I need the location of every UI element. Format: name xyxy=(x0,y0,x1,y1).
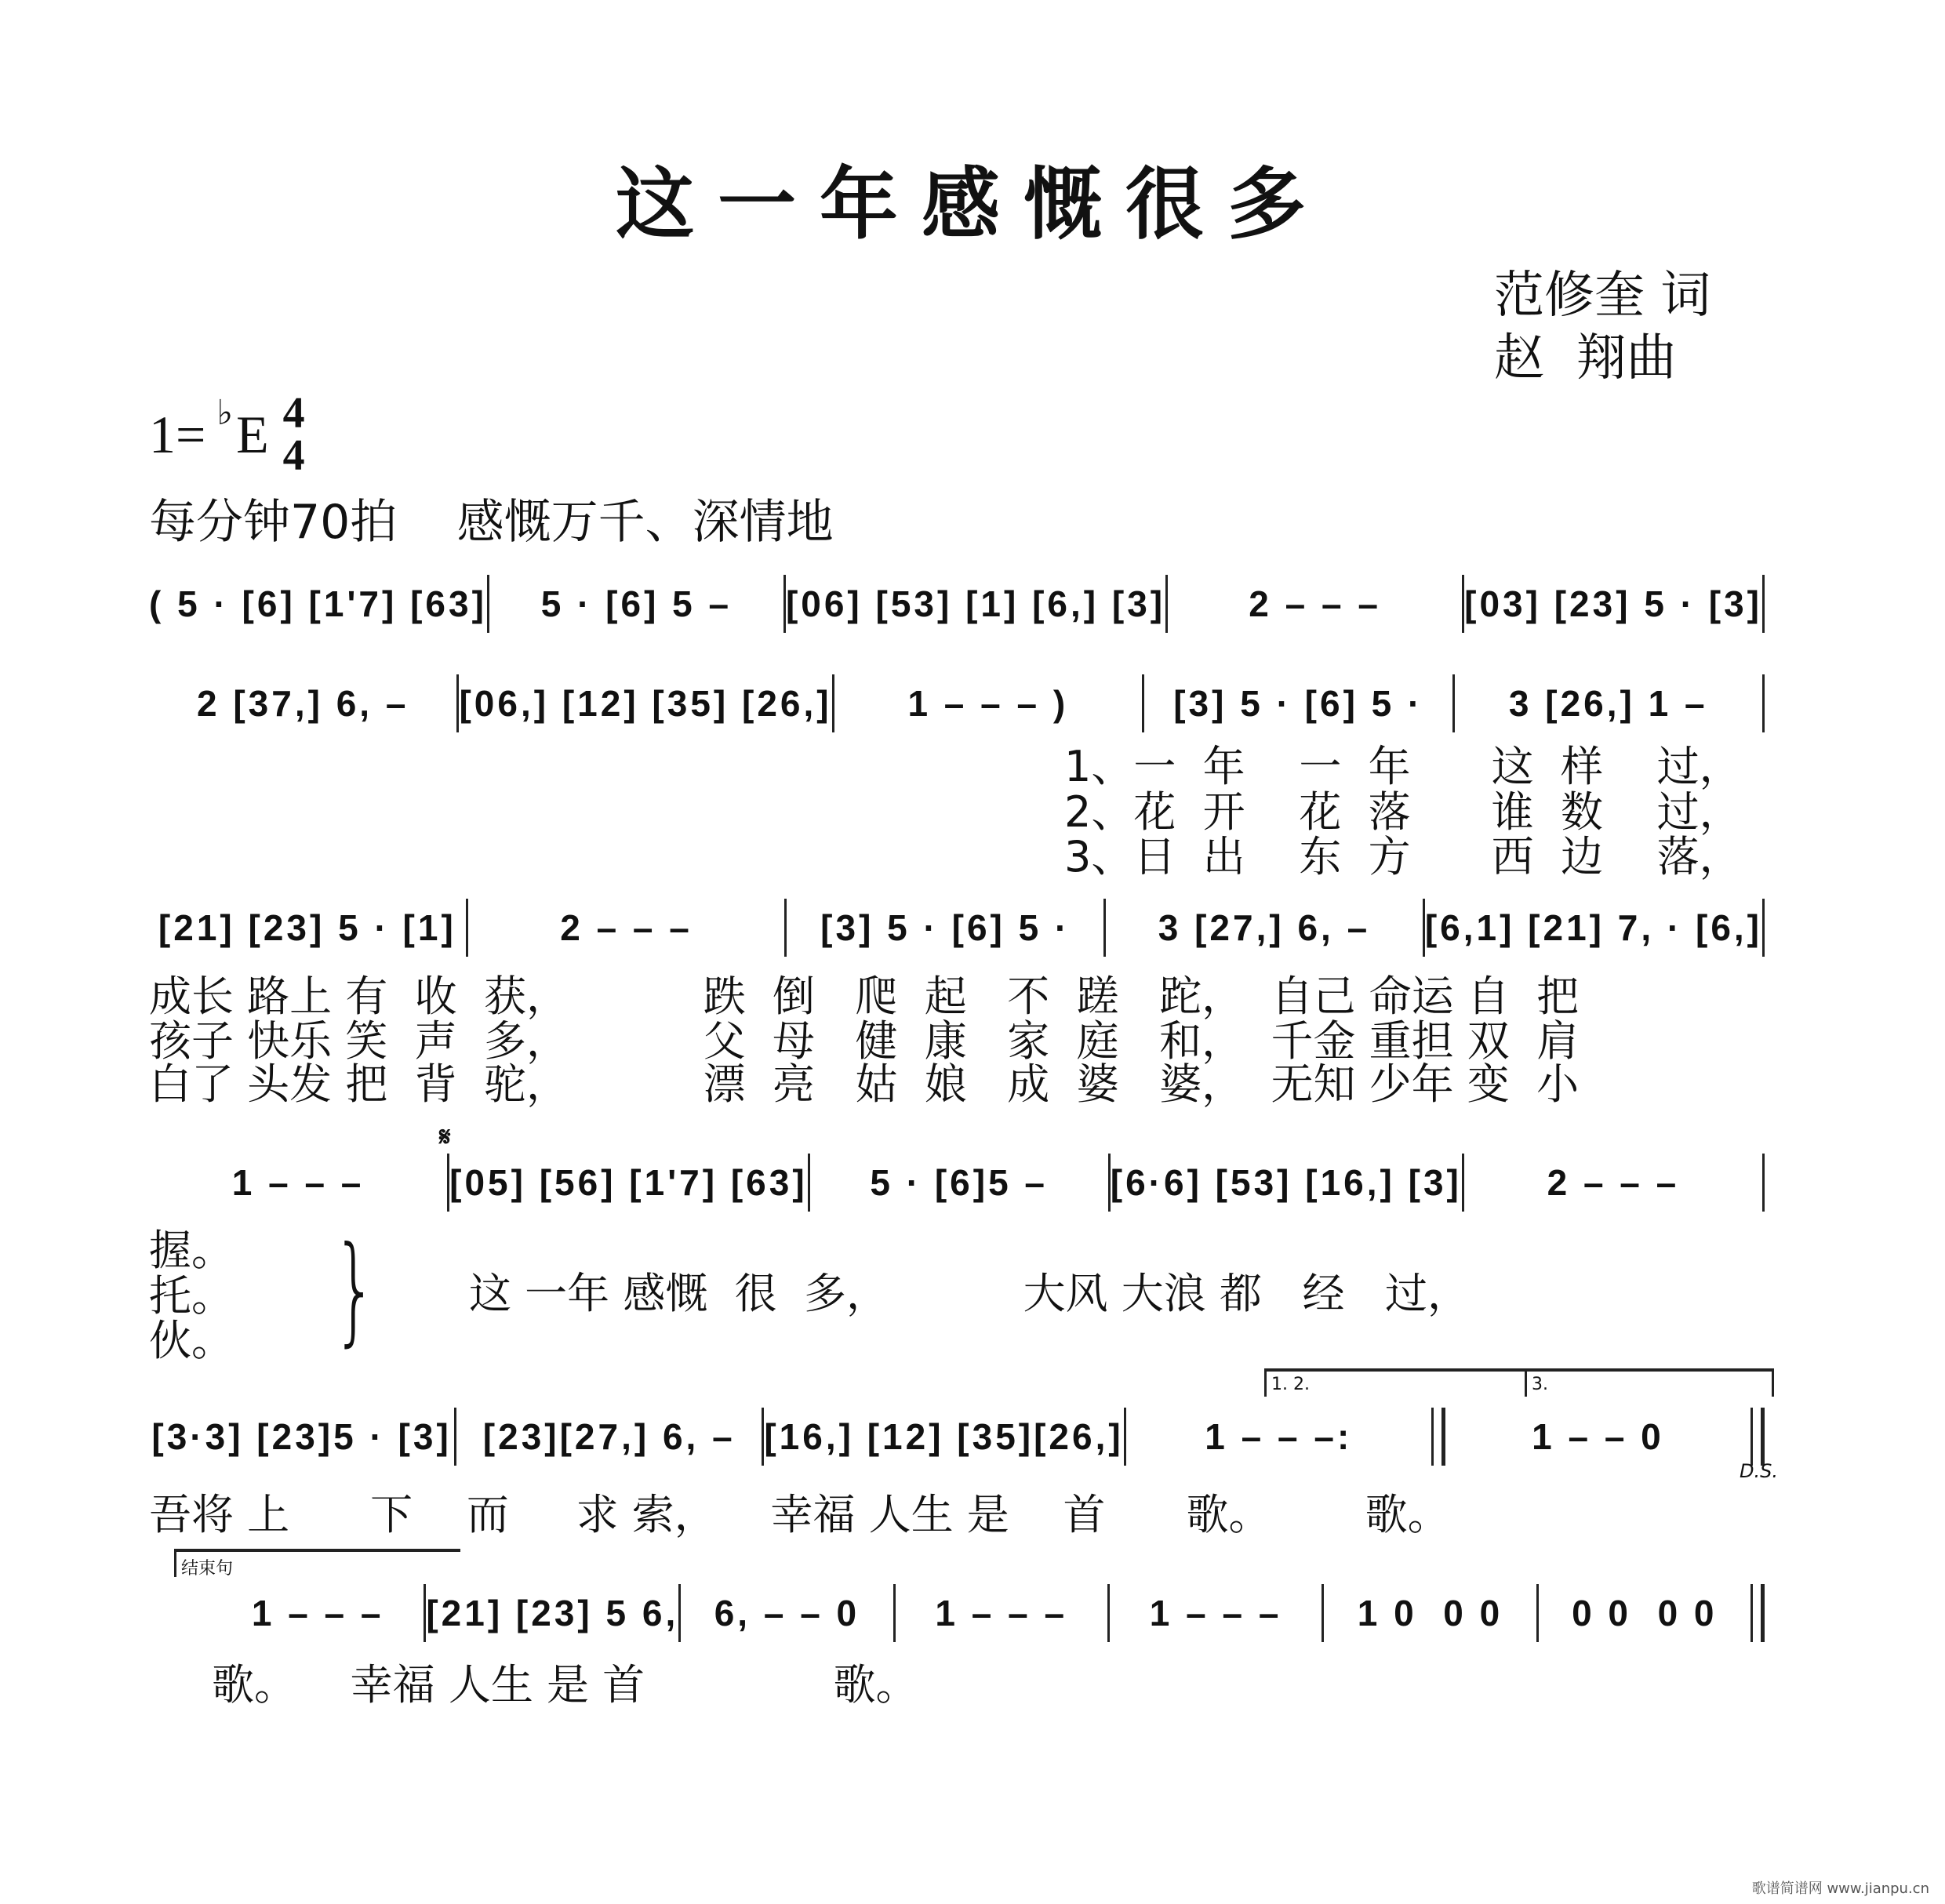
measure xyxy=(149,1401,454,1472)
barline xyxy=(1762,1154,1765,1212)
verse-1-main: 成长 路上 有 收 获， 跌 倒 爬 起 不 蹉 跎， 自己 命运 自 把 xyxy=(149,972,1580,1021)
measure xyxy=(449,1147,808,1218)
ds-mark: D.S. xyxy=(1740,1460,1778,1482)
barline xyxy=(1762,674,1765,732)
measure-notes: 2 – – – xyxy=(1249,583,1381,624)
key-signature xyxy=(149,389,305,480)
measure xyxy=(1144,668,1452,739)
measure-notes: [06,] [12] [35] [26,] xyxy=(459,683,832,724)
tempo-marking: 每分钟70拍 感慨万千、深情地 xyxy=(149,495,834,550)
lyricist-credit: 范修奎 词 xyxy=(1494,267,1711,325)
score-row xyxy=(212,1578,1765,1648)
measure-notes: 5 · [6]5 – xyxy=(870,1162,1049,1203)
measure-notes: [16,] [12] [35][26,] xyxy=(764,1416,1124,1457)
score-row xyxy=(149,892,1765,963)
measure-notes: ( 5 · [6] [1'7] [63] xyxy=(149,583,487,624)
measure-notes: 1 – – –: xyxy=(1205,1416,1353,1457)
verse-2-intro: 2、花 开 花 落 谁 数 过， xyxy=(1064,787,1742,837)
verse-2-main: 孩子 快乐 笑 声 多， 父 母 健 康 家 庭 和， 千金 重担 双 肩 xyxy=(149,1016,1580,1066)
score-row xyxy=(149,1401,1765,1472)
measure xyxy=(456,1401,762,1472)
measure xyxy=(149,569,487,639)
measure xyxy=(1425,892,1762,963)
chorus-lyric-2: 吾将 上 下 而 求 索， 幸福 人生 是 首 歌。 歌。 xyxy=(149,1490,1450,1539)
measure-notes: 1 0 0 0 xyxy=(1357,1593,1503,1633)
ending-label: 结束句 xyxy=(174,1549,460,1577)
measure-notes: [06] [53] [1] [6,] [3] xyxy=(785,583,1166,624)
measure-notes: 1 – – – xyxy=(251,1593,384,1633)
verse-1-end: 握。 xyxy=(149,1226,234,1275)
key-prefix: 1= xyxy=(149,404,206,464)
measure xyxy=(896,1578,1107,1648)
measure xyxy=(1111,1147,1462,1218)
barline xyxy=(1750,1584,1765,1642)
measure-notes: 1 – – – xyxy=(231,1162,365,1203)
barline xyxy=(1762,575,1765,633)
measure-notes: [03] [23] 5 · [3] xyxy=(1464,583,1763,624)
measure xyxy=(764,1401,1123,1472)
measure-notes: 6, – – 0 xyxy=(714,1593,860,1633)
verse-3-end: 伙。 xyxy=(149,1316,234,1365)
measure xyxy=(426,1578,678,1648)
measure-notes: [05] [56] [1'7] [63] xyxy=(449,1162,808,1203)
verse-1-intro: 1、一 年 一 年 这 样 过， xyxy=(1064,742,1742,791)
measure xyxy=(786,569,1165,639)
measure xyxy=(1464,569,1762,639)
measure xyxy=(468,892,785,963)
measure xyxy=(1126,1401,1431,1472)
coda-lyric: 歌。 幸福 人生 是 首 歌。 xyxy=(212,1660,918,1710)
measure-notes: 1 – – – xyxy=(1149,1593,1282,1633)
measure xyxy=(1324,1578,1536,1648)
measure xyxy=(1106,892,1423,963)
measure-notes: [21] [23] 5 · [1] xyxy=(158,907,456,948)
verse-3-intro: 3、日 出 东 方 西 边 落， xyxy=(1064,832,1742,881)
volta-1-2: 1. 2. xyxy=(1264,1368,1527,1397)
measure-notes: 3 [27,] 6, – xyxy=(1158,907,1371,948)
measure-notes: [3] 5 · [6] 5 · xyxy=(820,907,1071,948)
measure-notes: [3] 5 · [6] 5 · xyxy=(1173,683,1423,724)
watermark: 歌谱简谱网 www.jianpu.cn xyxy=(1751,1880,1929,1897)
measure xyxy=(149,892,466,963)
flat-sign: ♭ xyxy=(216,393,234,432)
measure xyxy=(681,1578,893,1648)
measure-notes: 1 – – – xyxy=(935,1593,1068,1633)
measure-notes: 5 · [6] 5 – xyxy=(540,583,733,624)
measure xyxy=(834,668,1142,739)
verse-3-main: 白了 头发 把 背 驼， 漂 亮 姑 娘 成 婆 婆， 无知 少年 变 小 xyxy=(149,1059,1580,1109)
measure xyxy=(149,1147,447,1218)
barline xyxy=(1431,1408,1445,1466)
measure xyxy=(1168,569,1462,639)
measure xyxy=(1464,1147,1762,1218)
key-note: E xyxy=(236,404,269,464)
time-bottom: 4 xyxy=(282,431,305,480)
measure-notes: [6·6] [53] [16,] [3] xyxy=(1110,1162,1462,1203)
measure xyxy=(810,1147,1108,1218)
measure xyxy=(1445,1401,1750,1472)
volta-3: 3. xyxy=(1525,1368,1774,1397)
verse-brace: } xyxy=(333,1222,378,1358)
barline xyxy=(1762,899,1765,957)
measure-notes: [23][27,] 6, – xyxy=(482,1416,736,1457)
measure-notes: 1 – – 0 xyxy=(1532,1416,1664,1457)
measure xyxy=(459,668,831,739)
measure-notes: [21] [23] 5 6, xyxy=(426,1593,679,1633)
measure-notes: 0 0 0 0 xyxy=(1572,1593,1718,1633)
score-row xyxy=(149,1147,1765,1218)
chorus-lyric-1: 这 一年 感慨 很 多， 大风 大浪 都 经 过， xyxy=(469,1269,1470,1318)
song-title: 这一年感慨很多 xyxy=(616,158,1329,250)
segno-sign: 𝄋 xyxy=(439,1121,451,1153)
measure-notes: 2 [37,] 6, – xyxy=(197,683,409,724)
barline xyxy=(1750,1408,1765,1466)
measure-notes: 2 – – – xyxy=(1547,1162,1680,1203)
measure xyxy=(787,892,1103,963)
score-row xyxy=(149,668,1765,739)
measure-notes: 2 – – – xyxy=(560,907,693,948)
measure xyxy=(1455,668,1762,739)
verse-2-end: 托。 xyxy=(149,1271,234,1321)
measure-notes: [3·3] [23]5 · [3] xyxy=(151,1416,452,1457)
measure-notes: 1 – – – ) xyxy=(907,683,1069,724)
measure xyxy=(212,1578,424,1648)
measure-notes: 3 [26,] 1 – xyxy=(1508,683,1708,724)
measure xyxy=(1110,1578,1322,1648)
measure xyxy=(149,668,456,739)
composer-credit: 赵 翔曲 xyxy=(1494,329,1677,387)
measure xyxy=(1539,1578,1750,1648)
score-row xyxy=(149,569,1765,639)
measure-notes: [6,1] [21] 7, · [6,] xyxy=(1424,907,1763,948)
time-signature xyxy=(282,389,305,480)
time-top: 4 xyxy=(282,389,305,438)
measure xyxy=(489,569,783,639)
